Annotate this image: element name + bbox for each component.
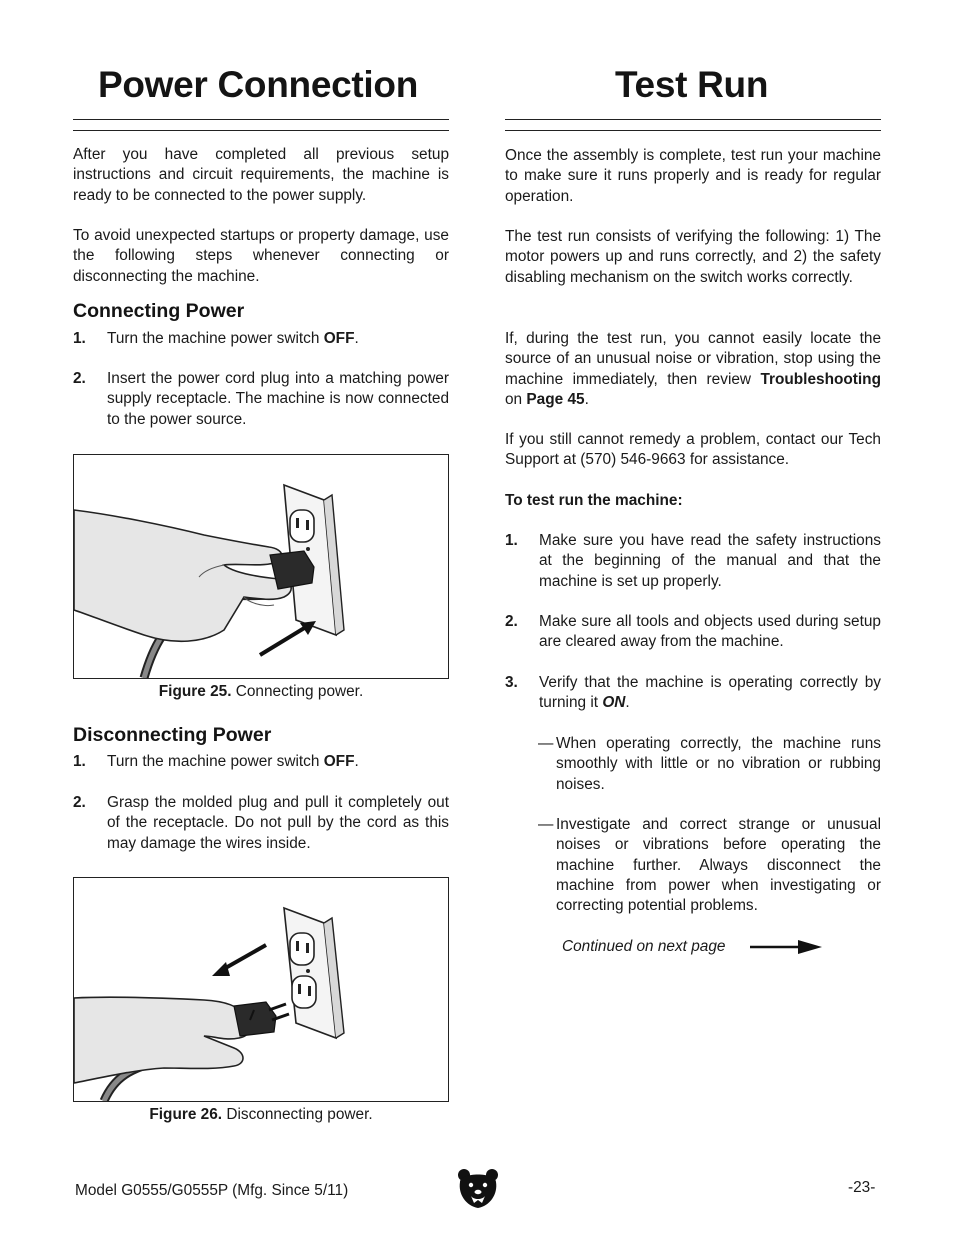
step-number: 2. xyxy=(73,794,86,811)
page-title-power-connection: Power Connection xyxy=(98,64,418,105)
hand-unplugging-illustration xyxy=(74,878,448,1101)
grizzly-bear-logo-icon xyxy=(456,1166,500,1210)
troubleshooting-paragraph: If, during the test run, you cannot easily locate the source of an unusual noise or vibration, stop using the machine immediately, then review Troubleshooting on Page 45. xyxy=(505,330,881,408)
figure-25-caption: Figure 25. Connecting power. xyxy=(158,683,364,700)
disconnect-step-2: Grasp the molded plug and pull it completely out of the receptacle. Do not pull by the cord as this may damage the wires inside. xyxy=(107,794,449,852)
step-number: 3. xyxy=(505,674,518,691)
test-step-2: Make sure all tools and objects used during setup are cleared away from the machine. xyxy=(539,613,881,651)
warning-paragraph: To avoid unexpected startups or property damage, use the following steps whenever connecting or disconnecting the machine. xyxy=(73,227,449,285)
footer-model-number: Model G0555/G0555P (Mfg. Since 5/11) xyxy=(75,1182,349,1199)
title-rule-top xyxy=(505,119,881,120)
procedure-heading: To test run the machine: xyxy=(505,492,683,509)
step-number: 1. xyxy=(73,753,86,770)
dash-item-investigate: — Investigate and correct strange or unusual noises or vibrations before operating the machine further. Always disconnect the machine from power when investigating or correcting potential problems. xyxy=(538,816,881,915)
title-rule-bottom xyxy=(505,130,881,131)
step-number: 2. xyxy=(505,613,518,630)
test-step-3: Verify that the machine is operating correctly by turning it ON. xyxy=(539,674,881,712)
figure-disconnecting-power xyxy=(73,877,449,1102)
intro-paragraph: After you have completed all previous setup instructions and circuit requirements, the machine is ready to be connected to the power supply. xyxy=(73,146,449,204)
dash-item-correct-operation: — When operating correctly, the machine runs smoothly with little or no vibration or rubbing noises. xyxy=(538,735,881,793)
test-run-intro: Once the assembly is complete, test run your machine to make sure it runs properly and is ready for regular operation. xyxy=(505,147,881,205)
title-rule-top xyxy=(73,119,449,120)
step-number: 2. xyxy=(73,370,86,387)
figure-26-caption: Figure 26. Disconnecting power. xyxy=(149,1106,373,1123)
page-title-test-run: Test Run xyxy=(615,64,769,105)
hand-plugging-illustration xyxy=(74,455,448,678)
test-run-verify-paragraph: The test run consists of verifying the following: 1) The motor powers up and runs correctly, and 2) the safety disabling mechanism on the switch works correctly. xyxy=(505,228,881,286)
arrow-right-icon xyxy=(750,939,824,955)
step-number: 1. xyxy=(73,330,86,347)
connect-step-1: Turn the machine power switch OFF. xyxy=(107,330,359,347)
test-step-1: Make sure you have read the safety instructions at the beginning of the manual and that the machine is set up properly. xyxy=(539,532,881,590)
connect-step-2: Insert the power cord plug into a matching power supply receptacle. The machine is now connected to the power source. xyxy=(107,370,449,428)
figure-connecting-power xyxy=(73,454,449,679)
disconnecting-power-heading: Disconnecting Power xyxy=(73,724,272,746)
continued-on-next-page: Continued on next page xyxy=(562,938,726,955)
page-number: -23- xyxy=(848,1179,876,1196)
step-number: 1. xyxy=(505,532,518,549)
disconnect-step-1: Turn the machine power switch OFF. xyxy=(107,753,359,770)
tech-support-paragraph: If you still cannot remedy a problem, contact our Tech Support at (570) 546-9663 for assistance. xyxy=(505,431,881,469)
title-rule-bottom xyxy=(73,130,449,131)
connecting-power-heading: Connecting Power xyxy=(73,300,245,322)
